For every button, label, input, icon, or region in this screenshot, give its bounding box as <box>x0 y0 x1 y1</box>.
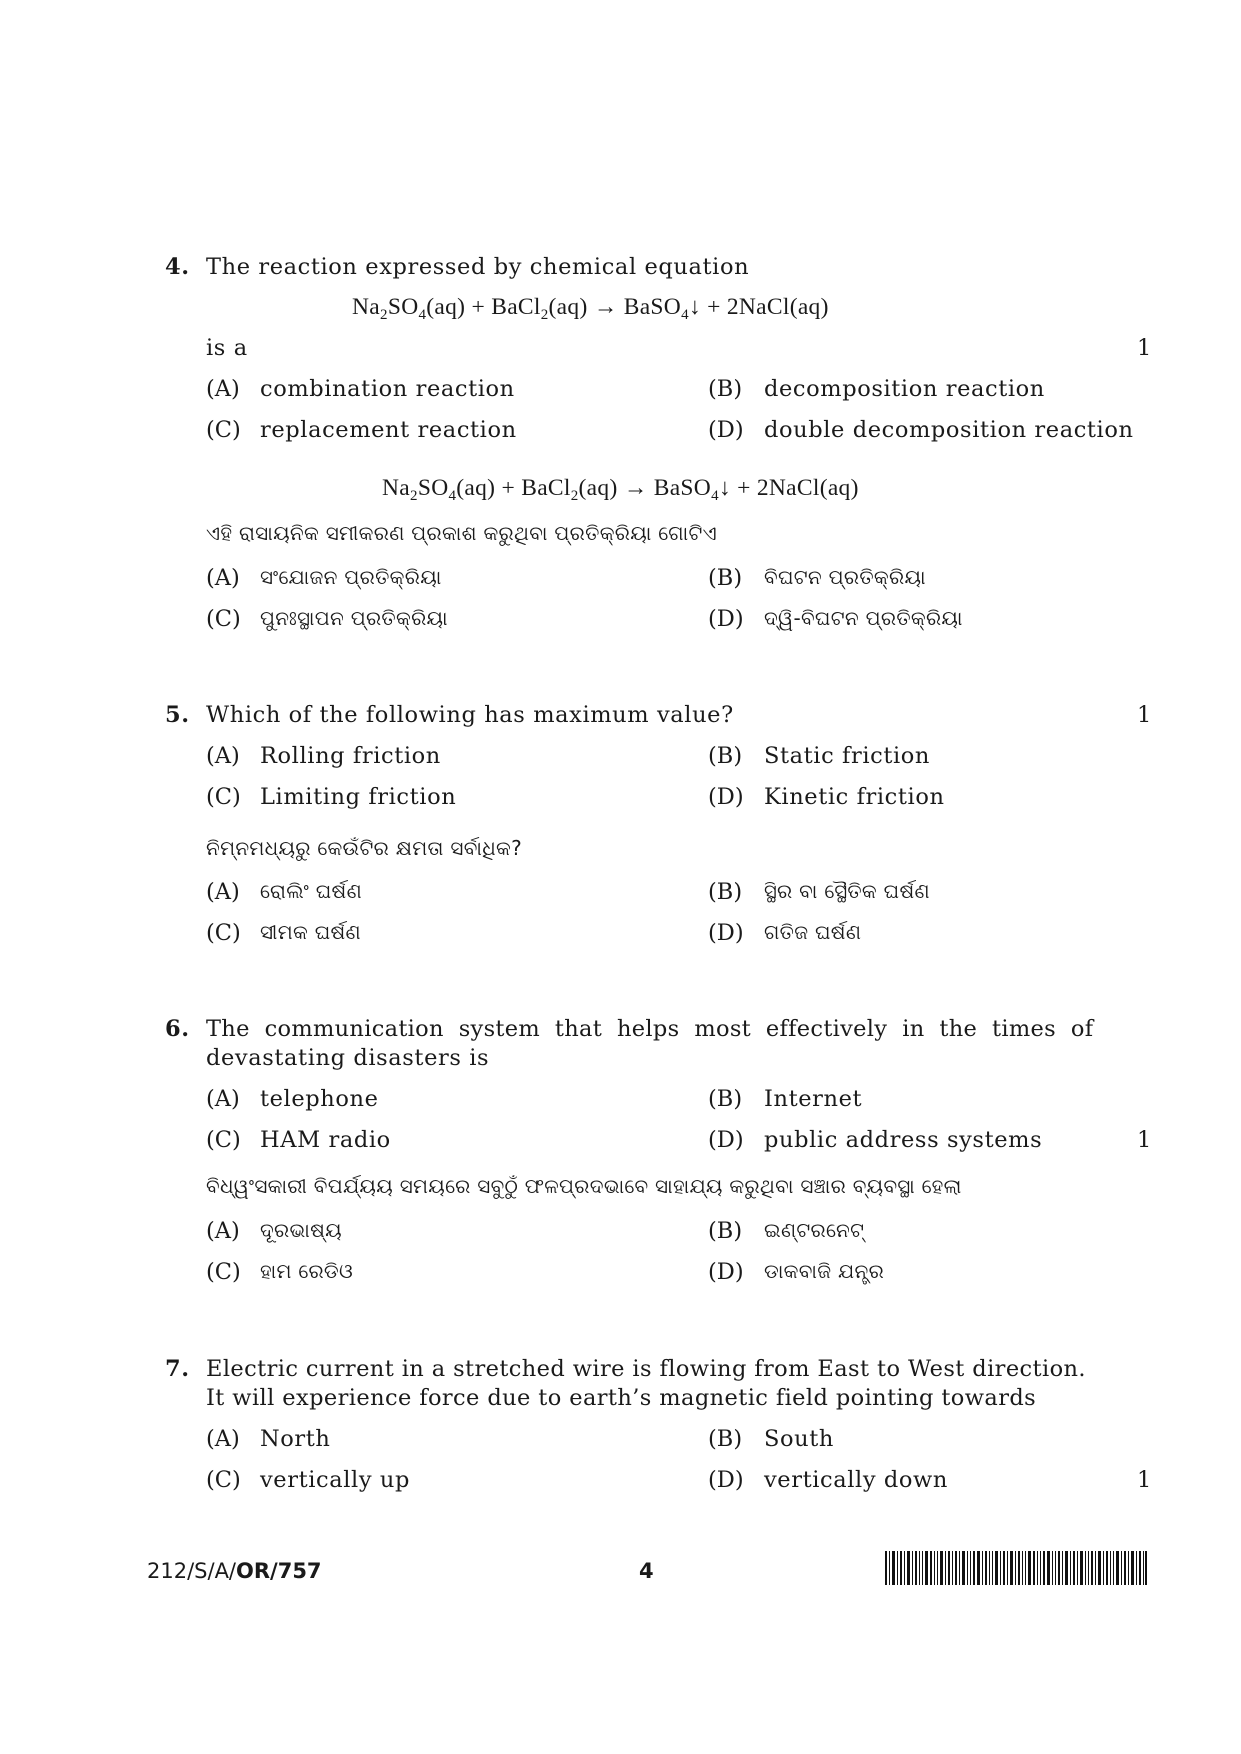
q7-text-line1: Electric current in a stretched wire is flowing from East to West direction. <box>206 1356 1086 1382</box>
q4-odia-option-c: ପୁନଃସ୍ଥାପନ ପ୍ରତିକ୍ରିୟା <box>260 606 448 630</box>
q5-odia-option-a: ରୋଲିଂ ଘର୍ଷଣ <box>260 879 362 903</box>
q4-option-a-label: (A) <box>206 376 240 402</box>
q6-text-line1: The communication system that helps most effectively in the times of <box>206 1016 1094 1042</box>
q5-option-c: Limiting friction <box>260 784 457 810</box>
q5-marks: 1 <box>1137 702 1152 728</box>
q6-option-a-label: (A) <box>206 1086 240 1112</box>
paper-code-bold: OR/757 <box>236 1559 322 1583</box>
q6-odia-option-a-label: (A) <box>206 1218 240 1244</box>
q6-option-b-label: (B) <box>708 1086 743 1112</box>
q4-option-d: double decomposition reaction <box>764 417 1134 443</box>
q5-text: Which of the following has maximum value? <box>206 702 734 728</box>
q5-option-c-label: (C) <box>206 784 241 810</box>
q6-odia-text: ବିଧ୍ୱଂସକାରୀ ବିପର୍ଯ୍ୟୟ ସମୟରେ ସବୁଠୁଁ ଫଳପ୍ରଦଭାବେ ସାହାଯ୍ୟ କରୁଥିବା ସଞ୍ଚାର ବ୍ୟବସ୍ଥା ହେଲା <box>206 1174 962 1198</box>
q4-odia-option-b-label: (B) <box>708 565 743 591</box>
q6-odia-option-c: ହାମ ରେଡିଓ <box>260 1259 354 1283</box>
q4-option-c: replacement reaction <box>260 417 517 443</box>
q4-odia-text: ଏହି ରାସାୟନିକ ସମୀକରଣ ପ୍ରକାଶ କରୁଥିବା ପ୍ରତିକ୍ରିୟା ଗୋଟିଏ <box>206 521 718 545</box>
q7-option-b: South <box>764 1426 834 1452</box>
q4-number: 4. <box>165 254 190 280</box>
q6-text-line2: devastating disasters is <box>206 1045 490 1071</box>
q4-equation-en: $Na_2SO_4(aq)$ + BaCl$_2$(aq) → BaSO$_4$↓ + 2NaCl(aq) <box>352 294 829 323</box>
q4-option-b: decomposition reaction <box>764 376 1045 402</box>
q6-odia-option-d: ଡାକବାଜି ଯନ୍ତ୍ର <box>764 1259 885 1283</box>
q4-option-b-label: (B) <box>708 376 743 402</box>
q7-option-a-label: (A) <box>206 1426 240 1452</box>
q5-option-a-label: (A) <box>206 743 240 769</box>
paper-code <box>147 1561 322 1582</box>
q5-odia-option-d: ଗତିଜ ଘର୍ଷଣ <box>764 920 862 944</box>
q7-option-d: vertically down <box>764 1467 948 1493</box>
q4-text: The reaction expressed by chemical equation <box>206 254 750 280</box>
q4-marks: 1 <box>1137 335 1152 361</box>
q6-option-d-label: (D) <box>708 1127 744 1153</box>
q7-text-line2: It will experience force due to earth’s magnetic field pointing towards <box>206 1385 1037 1411</box>
q6-odia-option-c-label: (C) <box>206 1259 241 1285</box>
q4-text-2: is a <box>206 335 248 361</box>
q4-option-d-label: (D) <box>708 417 744 443</box>
q5-option-b: Static friction <box>764 743 931 769</box>
barcode <box>885 1551 1147 1585</box>
q5-odia-option-c: ସୀମକ ଘର୍ଷଣ <box>260 920 361 944</box>
q6-odia-option-b-label: (B) <box>708 1218 743 1244</box>
q4-odia-option-a-label: (A) <box>206 565 240 591</box>
q5-odia-option-d-label: (D) <box>708 920 744 946</box>
q5-odia-option-c-label: (C) <box>206 920 241 946</box>
q7-option-a: North <box>260 1426 331 1452</box>
q4-option-c-label: (C) <box>206 417 241 443</box>
q6-number: 6. <box>165 1016 190 1042</box>
q7-option-c-label: (C) <box>206 1467 241 1493</box>
q7-option-d-label: (D) <box>708 1467 744 1493</box>
q7-option-c: vertically up <box>260 1467 410 1493</box>
q6-odia-option-d-label: (D) <box>708 1259 744 1285</box>
q7-option-b-label: (B) <box>708 1426 743 1452</box>
q4-odia-option-d-label: (D) <box>708 606 744 632</box>
q6-option-d: public address systems <box>764 1127 1043 1153</box>
page-number: 4 <box>639 1559 654 1583</box>
q6-option-a: telephone <box>260 1086 379 1112</box>
q4-odia-option-a: ସଂଯୋଜନ ପ୍ରତିକ୍ରିୟା <box>260 565 442 589</box>
q4-odia-option-c-label: (C) <box>206 606 241 632</box>
q4-equation-od: $Na_2SO_4(aq)$ + BaCl$_2$(aq) → BaSO$_4$↓ + 2NaCl(aq) <box>382 475 859 504</box>
paper-code-prefix: 212/S/A/ <box>147 1559 237 1583</box>
q5-odia-option-a-label: (A) <box>206 879 240 905</box>
q5-odia-option-b: ସ୍ଥିର ବା ସ୍ଥୈତିକ ଘର୍ଷଣ <box>764 879 930 903</box>
q5-odia-option-b-label: (B) <box>708 879 743 905</box>
q7-number: 7. <box>165 1356 190 1382</box>
q6-option-c: HAM radio <box>260 1127 391 1153</box>
q4-option-a: combination reaction <box>260 376 515 402</box>
q6-option-c-label: (C) <box>206 1127 241 1153</box>
q6-odia-option-a: ଦୂରଭାଷ୍ୟ <box>260 1218 342 1242</box>
q6-marks: 1 <box>1137 1127 1152 1153</box>
q5-option-a: Rolling friction <box>260 743 441 769</box>
q7-marks: 1 <box>1137 1467 1152 1493</box>
q5-number: 5. <box>165 702 190 728</box>
q6-odia-option-b: ଇଣ୍ଟରନେଟ୍ <box>764 1218 865 1242</box>
q5-option-b-label: (B) <box>708 743 743 769</box>
q4-odia-option-b: ବିଘଟନ ପ୍ରତିକ୍ରିୟା <box>764 565 926 589</box>
q5-odia-text: ନିମ୍ନମଧ୍ୟରୁ କେଉଁଟିର କ୍ଷମତା ସର୍ବାଧିକ? <box>206 836 523 860</box>
q6-option-b: Internet <box>764 1086 863 1112</box>
q5-option-d: Kinetic friction <box>764 784 945 810</box>
q5-option-d-label: (D) <box>708 784 744 810</box>
q4-odia-option-d: ଦ୍ୱି-ବିଘଟନ ପ୍ରତିକ୍ରିୟା <box>764 606 963 630</box>
